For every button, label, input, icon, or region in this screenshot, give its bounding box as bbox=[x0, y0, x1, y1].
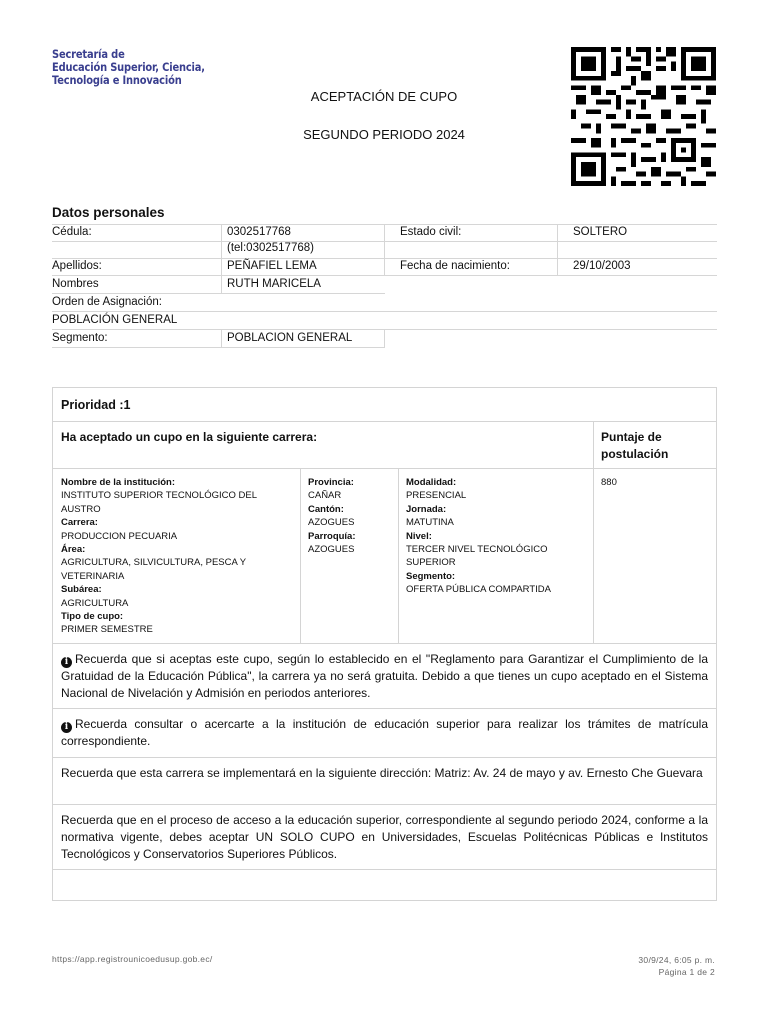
footer-page-number: Página 1 de 2 bbox=[658, 967, 715, 977]
segmento-label: Segmento: bbox=[52, 332, 108, 344]
fecha-nacimiento-value: 29/10/2003 bbox=[573, 260, 631, 272]
provincia-value: CAÑAR bbox=[308, 490, 342, 502]
subarea-value: AGRICULTURA bbox=[61, 597, 129, 609]
institucion-line-1: INSTITUTO SUPERIOR TECNOLÓGICO DEL bbox=[61, 490, 258, 502]
carrera-value: PRODUCCION PECUARIA bbox=[61, 530, 178, 542]
nivel-line-2: SUPERIOR bbox=[406, 557, 456, 569]
note-gratuidad bbox=[61, 651, 708, 702]
puntaje-heading bbox=[601, 429, 668, 463]
footer-url: https://app.registrounicoedusup.gob.ec/ bbox=[52, 954, 213, 964]
org-logo bbox=[52, 48, 205, 87]
area-line-1: AGRICULTURA, SILVICULTURA, PESCA Y bbox=[61, 557, 247, 569]
footer-datetime: 30/9/24, 6:05 p. m. bbox=[638, 955, 715, 965]
org-line-1: Secretaría de bbox=[52, 47, 125, 61]
info-icon: i bbox=[61, 722, 72, 733]
area-label: Área: bbox=[61, 544, 86, 556]
canton-value: AZOGUES bbox=[308, 517, 355, 529]
tel-value: (tel:0302517768) bbox=[227, 242, 314, 254]
canton-label: Cantón: bbox=[308, 503, 344, 515]
cedula-label: Cédula: bbox=[52, 226, 92, 238]
carrera-label: Carrera: bbox=[61, 517, 98, 529]
note-matricula-text: Recuerda consultar o acercarte a la institución de educación superior para realizar los trámites de matrícula correspondiente. bbox=[61, 717, 708, 748]
tipo-cupo-label: Tipo de cupo: bbox=[61, 611, 124, 623]
puntaje-value: 880 bbox=[601, 477, 617, 488]
subarea-label: Subárea: bbox=[61, 584, 102, 596]
note-direccion: Recuerda que esta carrera se implementará en la siguiente dirección: Matriz: Av. 24 de mayo y av. Ernesto Che Guevara bbox=[61, 766, 703, 780]
fecha-nacimiento-label: Fecha de nacimiento: bbox=[400, 260, 510, 272]
footer-meta bbox=[638, 954, 715, 978]
info-icon: i bbox=[61, 657, 72, 668]
segmento-value: POBLACION GENERAL bbox=[227, 332, 353, 344]
cupo-segmento-label: Segmento: bbox=[406, 570, 456, 582]
area-line-2: VETERINARIA bbox=[61, 570, 125, 582]
parroquia-label: Parroquía: bbox=[308, 530, 356, 542]
note-gratuidad-text: Recuerda que si aceptas este cupo, según lo establecido en el "Reglamento para Garantizar el Cumplimiento de la Gratuidad de la Educación Pública", la carrera ya no será gratuita. Debido a que tienes un cupo aceptado en el Sistema Nacional de Nivelación y Admisión en periodos anteriores. bbox=[61, 652, 708, 700]
note-matricula bbox=[61, 716, 708, 750]
jornada-label: Jornada: bbox=[406, 503, 447, 515]
apellidos-label: Apellidos: bbox=[52, 260, 102, 272]
nivel-line-1: TERCER NIVEL TECNOLÓGICO bbox=[406, 544, 548, 556]
institucion-label: Nombre de la institución: bbox=[61, 477, 176, 488]
modality-column bbox=[406, 476, 551, 597]
document-period: SEGUNDO PERIODO 2024 bbox=[303, 127, 465, 142]
carrera-heading: Ha aceptado un cupo en la siguiente carrera: bbox=[61, 430, 318, 444]
nombres-value: RUTH MARICELA bbox=[227, 278, 321, 290]
modalidad-value: PRESENCIAL bbox=[406, 490, 467, 502]
puntaje-label-2: postulación bbox=[601, 447, 669, 461]
parroquia-value: AZOGUES bbox=[308, 544, 355, 556]
prioridad-label: Prioridad :1 bbox=[61, 398, 131, 412]
nivel-label: Nivel: bbox=[406, 530, 432, 542]
apellidos-value: PEÑAFIEL LEMA bbox=[227, 260, 317, 272]
location-column bbox=[308, 476, 356, 556]
orden-asignacion-value: POBLACIÓN GENERAL bbox=[52, 314, 178, 326]
document-title: ACEPTACIÓN DE CUPO bbox=[310, 89, 458, 104]
personal-data-title: Datos personales bbox=[52, 205, 165, 220]
cupo-segmento-value: OFERTA PÚBLICA COMPARTIDA bbox=[406, 584, 551, 596]
estado-civil-label: Estado civil: bbox=[400, 226, 462, 238]
note-un-solo-cupo: Recuerda que en el proceso de acceso a la educación superior, correspondiente al segundo periodo 2024, conforme a la normativa vigente, debes aceptar UN SOLO CUPO en Universidades, Escuelas Politécnicas Públicas e Institutos Tecnológicos y Conservatorios Superiores Públicos. bbox=[61, 813, 708, 861]
org-line-3: Tecnología e Innovación bbox=[52, 73, 182, 87]
institution-column bbox=[61, 476, 257, 637]
cedula-value: 0302517768 bbox=[227, 226, 291, 238]
nombres-label: Nombres bbox=[52, 278, 99, 290]
tipo-cupo-value: PRIMER SEMESTRE bbox=[61, 624, 153, 636]
orden-asignacion-label: Orden de Asignación: bbox=[52, 296, 162, 308]
cupo-box bbox=[52, 387, 717, 901]
qr-code-icon bbox=[571, 47, 716, 186]
provincia-label: Provincia: bbox=[308, 477, 354, 488]
institucion-line-2: AUSTRO bbox=[61, 503, 101, 515]
jornada-value: MATUTINA bbox=[406, 517, 454, 529]
puntaje-label-1: Puntaje de bbox=[601, 430, 662, 444]
org-line-2: Educación Superior, Ciencia, bbox=[52, 60, 205, 74]
modalidad-label: Modalidad: bbox=[406, 477, 457, 488]
estado-civil-value: SOLTERO bbox=[573, 226, 628, 238]
